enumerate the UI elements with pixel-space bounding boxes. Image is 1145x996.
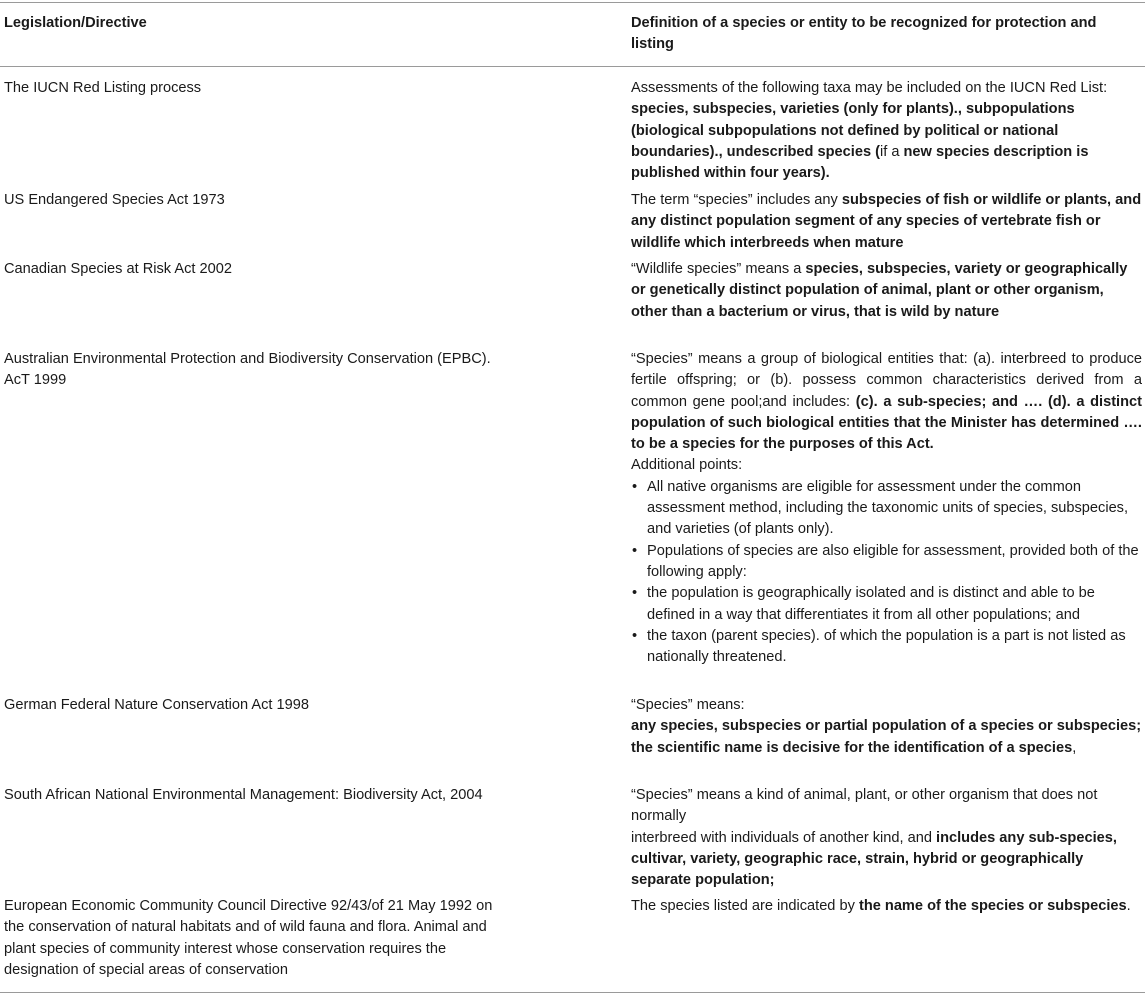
header-definition: Definition of a species or entity to be recognized for protection and listing [631,15,1097,53]
definition-cell: The species listed are indicated by the name of the species or subspecies. [631,898,1131,914]
legislation-cell: Canadian Species at Risk Act 2002 [4,261,232,277]
definition-cell: “Wildlife species” means a species, subspecies, variety or geographically or genetically distinct population of animal, plant or other organism, other than a bacterium or virus, that is wild by nature [631,261,1128,320]
legislation-cell: European Economic Community Council Directive 92/43/of 21 May 1992 on the conservation of natural habitats and of wild fauna and flora. Animal and plant species of community interest whose conservation requires the designation of special areas of conservation [4,898,493,978]
header-legislation: Legislation/Directive [4,15,147,31]
legislation-cell: US Endangered Species Act 1973 [4,192,225,208]
additional-points-label: Additional points: [631,457,743,474]
list-item: • Populations of species are also eligible for assessment, provided both of the following apply: [631,541,1142,584]
legislation-cell: German Federal Nature Conservation Act 1998 [4,697,310,713]
list-item: • All native organisms are eligible for assessment under the common assessment method, including the taxonomic units of species, subspecies, and varieties (of plants only). [631,477,1142,541]
table-bottom-rule [0,992,1145,993]
definition-cell: “Species” means: any species, subspecies or partial population of a species or subspecies; the scientific name is decisive for the identification of a species, [631,697,1142,756]
list-item: • the population is geographically isolated and is distinct and able to be defined in a way that differentiates it from all other populations; and [631,583,1142,626]
definition-cell: “Species” means a kind of animal, plant, or other organism that does not normally interbreed with individuals of another kind, and includes any sub-species, cultivar, variety, geographic race, strain, hybrid or geographically separate population; [631,787,1117,889]
additional-points-list [631,477,1142,669]
table-top-rule [0,2,1145,3]
list-item: • the taxon (parent species). of which the population is a part is not listed as nationally threatened. [631,626,1142,669]
definition-cell: Assessments of the following taxa may be included on the IUCN Red List: species, subspecies, varieties (only for plants)., subpopulations (biological subpopulations not defined by political or national boundaries)., undescribed species (if a new species description is published within four years). [631,80,1108,182]
legislation-cell: The IUCN Red Listing process [4,80,202,96]
header-rule [0,66,1145,67]
legislation-cell: South African National Environmental Management: Biodiversity Act, 2004 [4,787,483,803]
legislation-cell: Australian Environmental Protection and Biodiversity Conservation (EPBC). AcT 1999 [4,351,491,389]
definition-text: “Species” means a group of biological entities that: (a). interbreed to produce fertile offspring; or (b). possess common characteristics derived from a common gene pool;and includes: (c). a sub-species; and …. (d). a distinct population of such biological entities that the Minister has determined …. to be a species for the purposes of this Act. [631,351,1142,453]
definition-cell [631,349,1142,668]
definition-cell: The term “species” includes any subspecies of fish or wildlife or plants, and any distinct population segment of any species of vertebrate fish or wildlife which interbreeds when mature [631,192,1142,251]
